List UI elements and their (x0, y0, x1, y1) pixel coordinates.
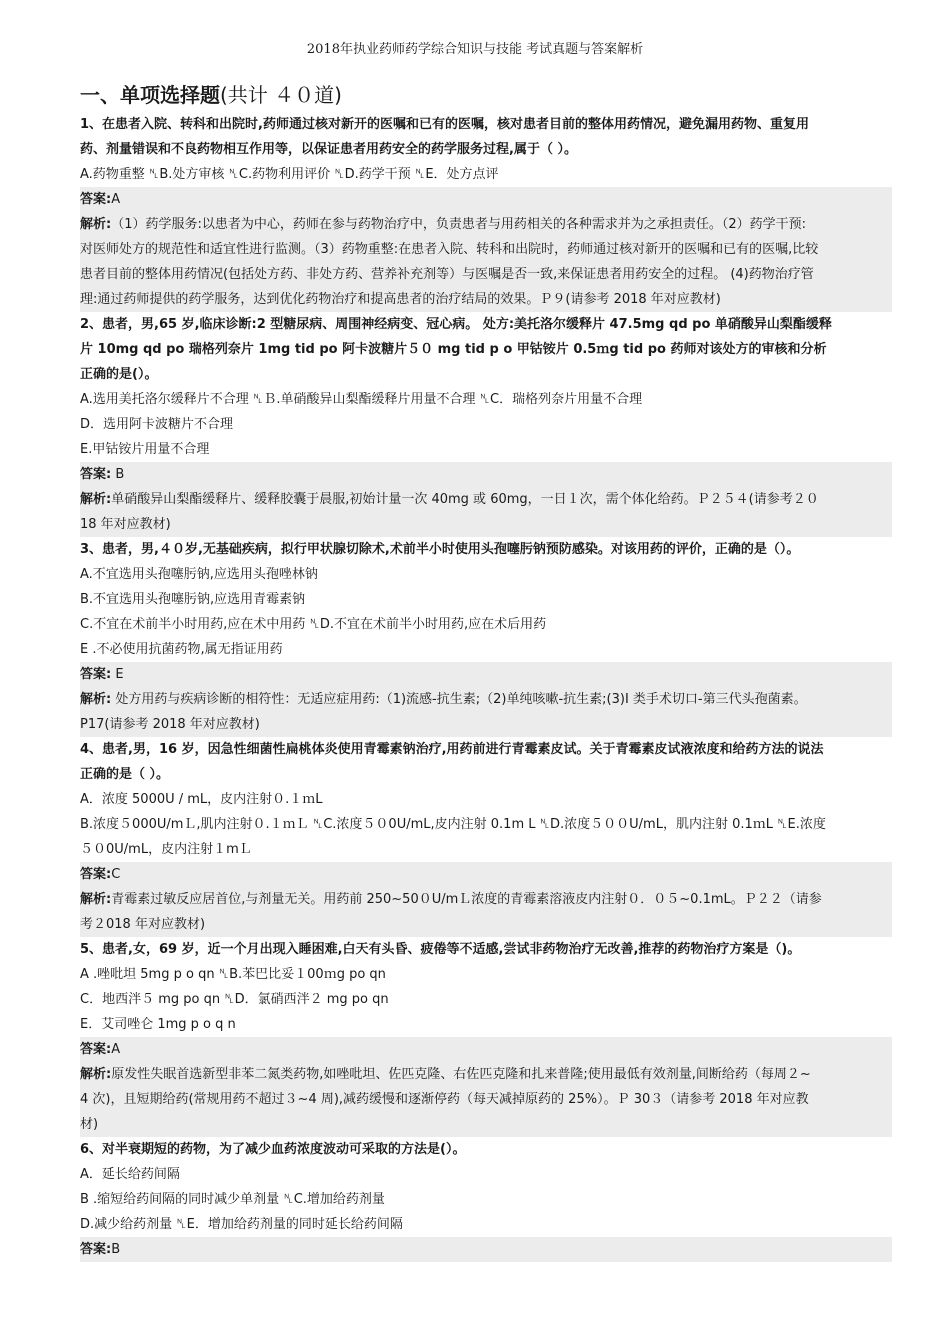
analysis-line (80, 712, 892, 737)
option-line: A.药物重整 ␤B.处方审核 ␤C.药物利用评价 ␤D.药学干预 ␤E．处方点评 (80, 167, 499, 182)
answer-value: B (111, 1242, 121, 1257)
answer-line (80, 187, 892, 212)
answer-line (80, 1037, 892, 1062)
analysis-text: 青霉素过敏反应居首位,与剂量无关。用药前 250~50０U/mＬ浓度的青霉素溶液皮内注射０．０５~0.1mL。Ｐ２２（请参 (111, 892, 822, 907)
analysis-line (80, 212, 892, 237)
option-line: C.不宜在术前半小时用药,应在术中用药 ␤D.不宜在术前半小时用药,应在术后用药 (80, 617, 547, 632)
answer-label: 答案: (80, 1042, 112, 1057)
answer-value: B (111, 467, 125, 482)
analysis-line (80, 487, 892, 512)
question-stem-line: 5、患者,女，69 岁，近一个月出现入睡困难,白天有头昏、疲倦等不适感,尝试非药物治疗无改善,推荐的药物治疗方案是（)。 (80, 942, 801, 957)
option-line: D.减少给药剂量 ␤E．增加给药剂量的同时延长给药间隔 (80, 1217, 403, 1232)
analysis-text: 患者目前的整体用药情况(包括处方药、非处方药、营养补充剂等）与医嘱是否一致,来保证患者用药安全的过程。 (4)药物治疗管 (80, 267, 814, 282)
analysis-text: 原发性失眠首选新型非苯二氮类药物,如唑吡坦、佐匹克隆、右佐匹克隆和扎来普隆;使用最低有效剂量,间断给药（每周２~ (111, 1067, 811, 1082)
answer-label: 答案: (80, 467, 112, 482)
analysis-label: 解析: (80, 217, 112, 232)
analysis-text: （1）药学服务:以患者为中心，药师在参与药物治疗中，负责患者与用药相关的各种需求并为之承担责任。（2）药学干预: (111, 217, 807, 232)
answer-value: A (111, 1042, 121, 1057)
analysis-text: 对医师处方的规范性和适宜性进行监测。（3）药物重整:在患者入院、转科和出院时，药师通过核对新开的医嘱和已有的医嘱,比较 (80, 242, 819, 257)
question-list (80, 112, 892, 1262)
analysis-line (80, 912, 892, 937)
answer-value: A (111, 192, 121, 207)
section-title (80, 78, 892, 112)
analysis-text: 处方用药与疾病诊断的相符性：无适应症用药:（1)流感-抗生素;（2)单纯咳嗽-抗生素;(3)Ⅰ 类手术切口-第三代头孢菌素。 (111, 692, 807, 707)
option-line: E．艾司唑仑 1mg p o q n (80, 1017, 236, 1032)
option-line: A．延长给药间隔 (80, 1167, 180, 1182)
answer-line (80, 862, 892, 887)
question-item (80, 537, 892, 737)
question-item (80, 1137, 892, 1262)
answer-label: 答案: (80, 867, 112, 882)
option-line: D．选用阿卡波糖片不合理 (80, 417, 234, 432)
answer-line (80, 462, 892, 487)
answer-line (80, 662, 892, 687)
question-stem-line: 4、患者,男，16 岁，因急性细菌性扁桃体炎使用青霉素钠治疗,用药前进行青霉素皮试。关于青霉素皮试液浓度和给药方法的说法 (80, 742, 824, 757)
option-line: B.浓度５000U/mＬ,肌内注射０.１ｍＬ ␤C.浓度５０0U/mL,皮内注射 0.1m L ␤D.浓度５００U/mL，肌内注射 0.1ｍL ␤E.浓度 (80, 817, 826, 832)
analysis-line (80, 262, 892, 287)
option-line: A．浓度 5000U / mL，皮内注射０.１ｍL (80, 792, 323, 807)
analysis-text: P17(请参考 2018 年对应教材) (80, 717, 260, 732)
analysis-line (80, 237, 892, 262)
analysis-line (80, 287, 892, 312)
analysis-line (80, 1062, 892, 1087)
option-line: E .不必使用抗菌药物,属无指证用药 (80, 642, 283, 657)
answer-line (80, 1237, 892, 1262)
question-item (80, 112, 892, 312)
analysis-line (80, 1112, 892, 1137)
analysis-label: 解析: (80, 492, 112, 507)
option-line: A.选用美托洛尔缓释片不合理 ␤Ｂ.单硝酸异山梨酯缓释片用量不合理 ␤C．瑞格列奈片用量不合理 (80, 392, 643, 407)
question-item (80, 737, 892, 937)
question-stem-line: 片 10mg qd po 瑞格列奈片 1mg tid po 阿卡波糖片５０ mg tid p o 甲钴铵片 0.5ｍg tid po 药师对该处方的审核和分析 (80, 342, 827, 357)
answer-label: 答案: (80, 667, 112, 682)
option-line: ５０0U/mL，皮内注射１mＬ (80, 842, 252, 857)
option-line: E.甲钴铵片用量不合理 (80, 442, 210, 457)
analysis-text: 理:通过药师提供的药学服务，达到优化药物治疗和提高患者的治疗结局的效果。Ｐ９(请参考 2018 年对应教材) (80, 292, 721, 307)
analysis-text: 18 年对应教材) (80, 517, 171, 532)
analysis-line (80, 687, 892, 712)
analysis-line (80, 887, 892, 912)
answer-label: 答案: (80, 192, 112, 207)
section-title-bold: 一、单项选择题 (80, 83, 220, 107)
analysis-text: 单硝酸异山梨酯缓释片、缓释胶囊于晨服,初始计量一次 40mg 或 60mg，一日１次，需个体化给药。Ｐ２５４(请参考２０ (111, 492, 819, 507)
running-header: 2018年执业药师药学综合知识与技能 考试真题与答案解析 (306, 42, 644, 57)
question-stem-line: 正确的是(）。 (80, 367, 158, 382)
analysis-label: 解析: (80, 692, 112, 707)
answer-label: 答案: (80, 1242, 112, 1257)
answer-value: E (111, 667, 124, 682)
question-stem-line: 6、对半衰期短的药物，为了减少血药浓度波动可采取的方法是(）。 (80, 1142, 466, 1157)
question-stem-line: 1、在患者入院、转科和出院时,药师通过核对新开的医嘱和已有的医嘱，核对患者目前的整体用药情况，避免漏用药物、重复用 (80, 117, 809, 132)
analysis-text: 考２018 年对应教材) (80, 917, 206, 932)
analysis-line (80, 1087, 892, 1112)
question-stem-line: 2、患者，男,65 岁,临床诊断:2 型糖尿病、周围神经病变、冠心病。 处方:美托洛尔缓释片 47.5mg qd po 单硝酸异山梨酯缓释 (80, 317, 832, 332)
analysis-label: 解析: (80, 892, 112, 907)
analysis-label: 解析: (80, 1067, 112, 1082)
question-stem-line: 正确的是（ ）。 (80, 767, 170, 782)
analysis-text: 4 次)，且短期给药(常规用药不超过３~4 周),减药缓慢和逐渐停药（每天减掉原药的 25%）。Ｐ 30３（请参考 2018 年对应教 (80, 1092, 809, 1107)
option-line: C．地西泮５ mg po qn ␤D．氯硝西泮２ mg po qn (80, 992, 389, 1007)
section-title-count: (共计 ４０道) (220, 83, 342, 107)
option-line: B.不宜选用头孢噻肟钠,应选用青霉素钠 (80, 592, 306, 607)
analysis-text: 材) (80, 1117, 99, 1132)
answer-value: C (111, 867, 121, 882)
option-line: B .缩短给药间隔的同时减少单剂量 ␤C.增加给药剂量 (80, 1192, 385, 1207)
analysis-line (80, 512, 892, 537)
question-item (80, 937, 892, 1137)
question-stem-line: 药、剂量错误和不良药物相互作用等，以保证患者用药安全的药学服务过程,属于（ ）。 (80, 142, 577, 157)
option-line: A.不宜选用头孢噻肟钠,应选用头孢唑林钠 (80, 567, 318, 582)
question-item (80, 312, 892, 537)
question-stem-line: 3、患者，男,４０岁,无基础疾病，拟行甲状腺切除术,术前半小时使用头孢噻肟钠预防感染。对该用药的评价，正确的是（）。 (80, 542, 800, 557)
option-line: A .唑吡坦 5mg p o qn ␤B.苯巴比妥１00ｍg po qn (80, 967, 386, 982)
